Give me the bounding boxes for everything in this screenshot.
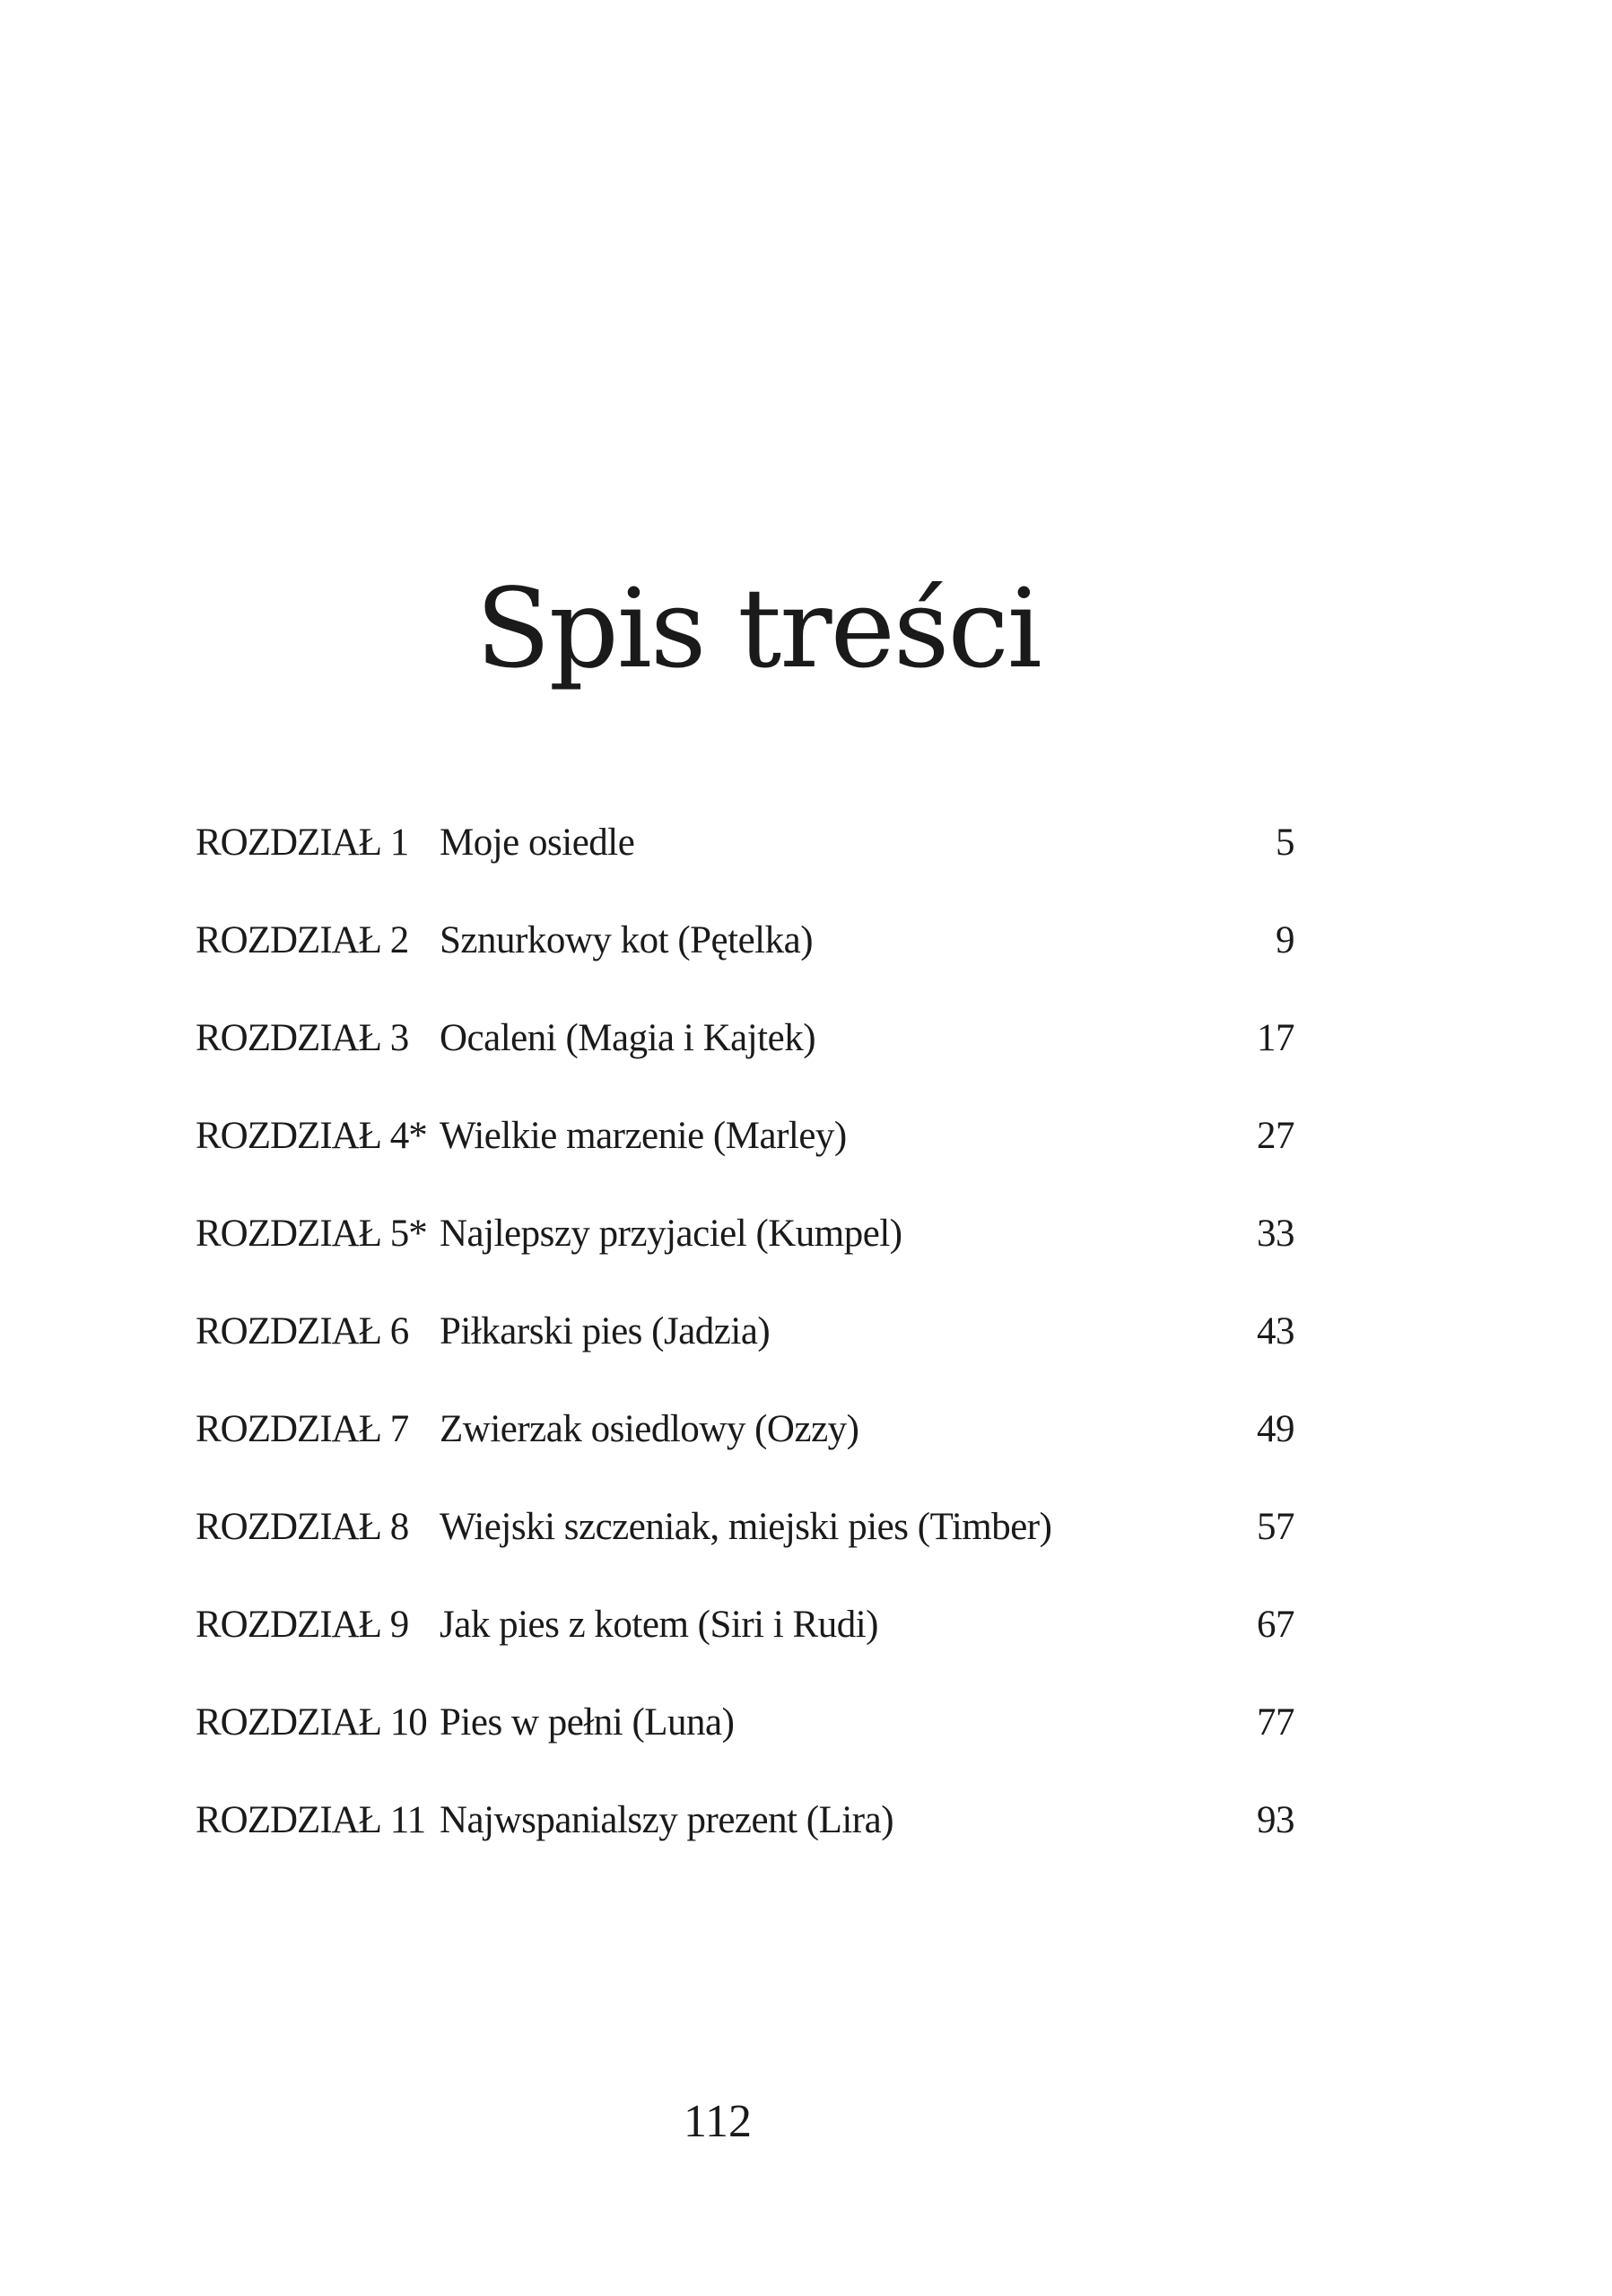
toc-page-number: 33 <box>1257 1213 1294 1255</box>
table-of-contents <box>196 816 1294 1892</box>
toc-entry <box>196 1794 1294 1892</box>
toc-chapter-title: Ocaleni (Magia i Kajtek) <box>440 1017 816 1059</box>
toc-chapter-label: ROZDZIAŁ 8 <box>196 1506 409 1548</box>
toc-chapter-label: ROZDZIAŁ 9 <box>196 1604 409 1646</box>
toc-page-number: 5 <box>1276 822 1294 864</box>
toc-page-number: 57 <box>1257 1506 1294 1548</box>
toc-chapter-title: Wiejski szczeniak, miejski pies (Timber) <box>440 1506 1052 1548</box>
toc-entry <box>196 1109 1294 1207</box>
toc-page-number: 77 <box>1257 1701 1294 1744</box>
toc-entry <box>196 1305 1294 1403</box>
toc-entry <box>196 1012 1294 1109</box>
toc-entry <box>196 1207 1294 1305</box>
toc-entry <box>196 1696 1294 1794</box>
toc-page-number: 27 <box>1257 1115 1294 1157</box>
toc-chapter-title: Jak pies z kotem (Siri i Rudi) <box>440 1604 878 1646</box>
toc-page-number: 67 <box>1257 1604 1294 1646</box>
toc-chapter-title: Wielkie marzenie (Marley) <box>440 1115 847 1157</box>
toc-entry <box>196 914 1294 1012</box>
toc-chapter-label: ROZDZIAŁ 3 <box>196 1017 409 1059</box>
toc-chapter-label: ROZDZIAŁ 6 <box>196 1310 409 1352</box>
toc-chapter-title: Zwierzak osiedlowy (Ozzy) <box>440 1408 859 1450</box>
toc-chapter-label: ROZDZIAŁ 4* <box>196 1115 427 1157</box>
toc-page-number: 17 <box>1257 1017 1294 1059</box>
toc-page-number: 9 <box>1276 919 1294 961</box>
toc-chapter-title: Pies w pełni (Luna) <box>440 1701 735 1744</box>
toc-page-number: 49 <box>1257 1408 1294 1450</box>
toc-chapter-label: ROZDZIAŁ 11 <box>196 1799 426 1841</box>
toc-chapter-title: Najlepszy przyjaciel (Kumpel) <box>440 1213 902 1255</box>
toc-chapter-label: ROZDZIAŁ 1 <box>196 822 409 864</box>
toc-chapter-label: ROZDZIAŁ 5* <box>196 1213 427 1255</box>
toc-chapter-title: Najwspanialszy prezent (Lira) <box>440 1799 894 1841</box>
toc-chapter-title: Piłkarski pies (Jadzia) <box>440 1310 771 1352</box>
toc-chapter-label: ROZDZIAŁ 2 <box>196 919 409 961</box>
toc-entry <box>196 1598 1294 1696</box>
toc-entry <box>196 1403 1294 1500</box>
toc-page-number: 93 <box>1257 1799 1294 1841</box>
toc-chapter-title: Sznurkowy kot (Pętelka) <box>440 919 814 961</box>
toc-entry <box>196 1500 1294 1598</box>
toc-chapter-title: Moje osiedle <box>440 822 635 864</box>
toc-chapter-label: ROZDZIAŁ 10 <box>196 1701 427 1744</box>
toc-entry <box>196 816 1294 914</box>
toc-chapter-label: ROZDZIAŁ 7 <box>196 1408 409 1450</box>
page-title: Spis treści <box>475 565 1041 692</box>
toc-page-number: 43 <box>1257 1310 1294 1352</box>
page-number: 112 <box>683 2096 753 2147</box>
